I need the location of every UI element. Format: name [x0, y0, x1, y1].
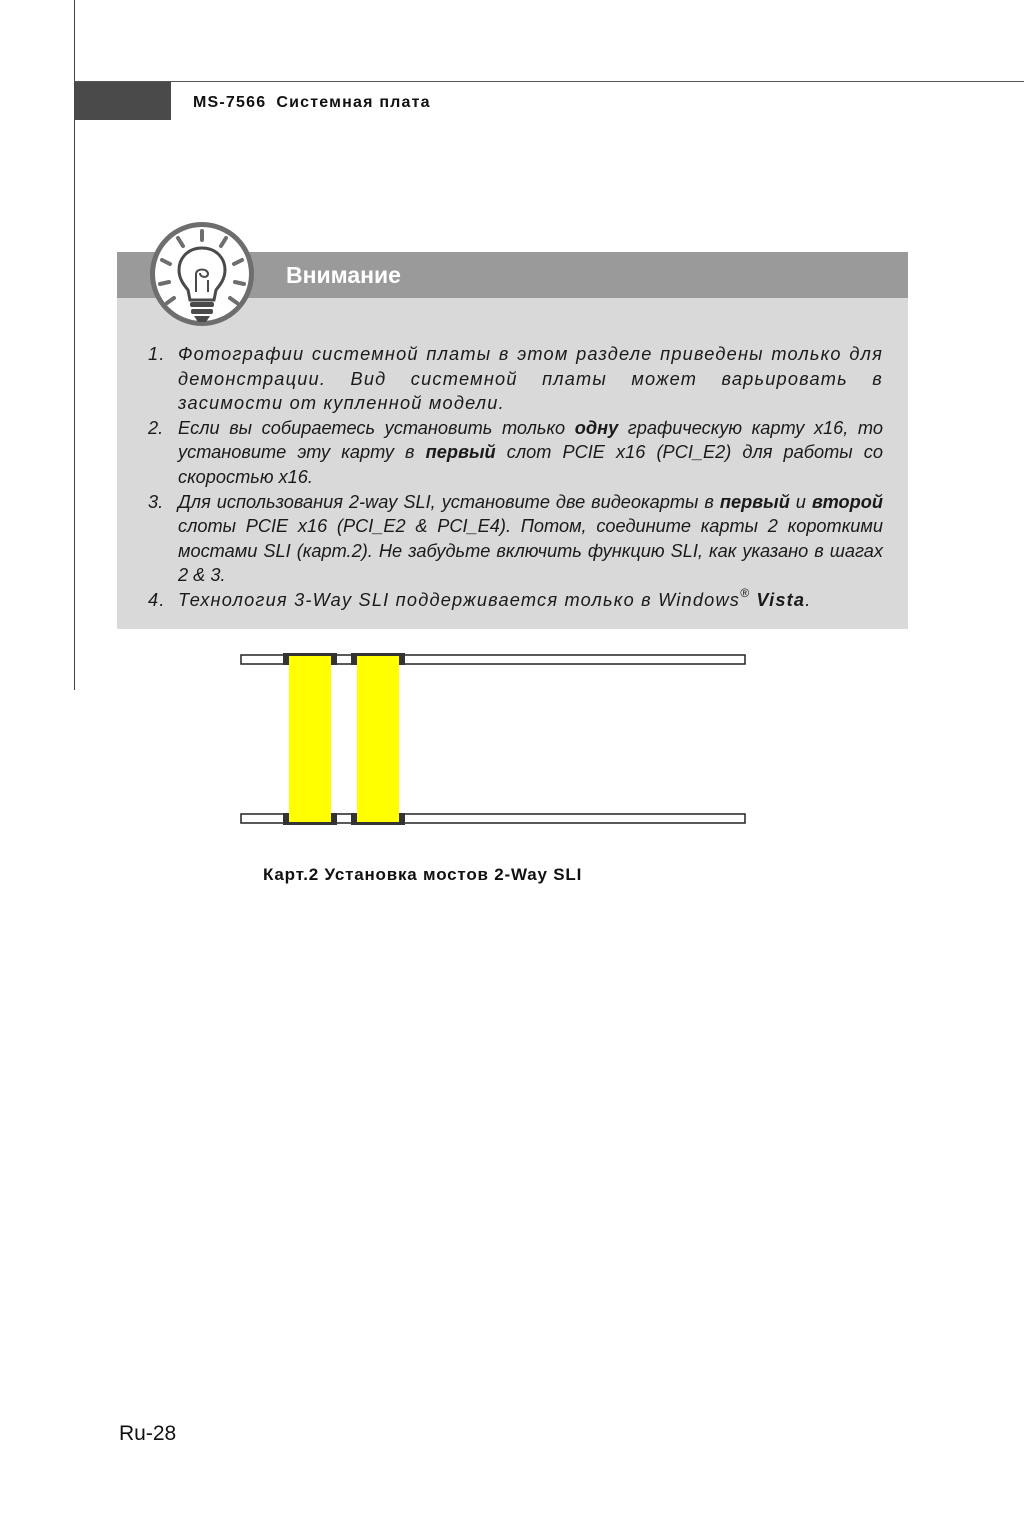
note-item-emphasis: первый — [425, 442, 496, 463]
header-model: MS-7566 — [193, 94, 267, 111]
header-tab-block — [75, 82, 171, 120]
note-heading: Внимание — [286, 262, 401, 288]
running-header — [193, 94, 431, 112]
lightbulb-icon — [148, 218, 256, 328]
page-number: Ru-28 — [119, 1422, 177, 1445]
note-item — [148, 585, 883, 613]
note-item-text: Фотографии системной платы в этом разделе приведены только для демонстрации. Вид системной платы может варьировать в засимости от купленной модели. — [178, 344, 883, 414]
note-item-text: и — [789, 491, 812, 512]
sli-bridge-left — [283, 653, 337, 825]
note-item-number: 4. — [148, 589, 166, 610]
note-item-number: 2. — [148, 417, 164, 438]
sli-bridge-diagram — [238, 652, 748, 828]
note-item-text: Если вы собираетесь установить только — [178, 417, 575, 438]
note-item-text: слоты PCIE x16 (PCI_E2 & PCI_E4). Потом, соедините карты 2 короткими мостами SLI (карт.2). Не забудьте включить функцию SLI, как указано в шагах 2 & 3. — [178, 516, 883, 586]
note-item — [148, 490, 883, 588]
note-item-number: 1. — [148, 344, 166, 364]
header-title: Системная плата — [276, 94, 431, 111]
note-item-text: слот PCIE x16 (PCI_E2) для работы со скоростью x16. — [178, 442, 883, 487]
registered-mark: ® — [740, 585, 751, 600]
note-list — [148, 342, 883, 613]
note-item-text: Для использования 2-way SLI, установите две видеокарты в — [178, 491, 720, 512]
note-item-text: Технология 3-Way SLI поддерживается только в Windows — [178, 589, 741, 610]
note-item-emphasis: первый — [719, 491, 790, 512]
note-item-emphasis: Vista — [756, 589, 806, 610]
note-item — [148, 416, 883, 490]
sli-bridge-right — [351, 653, 405, 825]
note-item-text: . — [805, 589, 812, 610]
note-item — [148, 342, 883, 416]
note-item-emphasis: второй — [811, 491, 883, 512]
note-item-number: 3. — [148, 491, 164, 512]
header-rule — [74, 81, 1024, 82]
figure-caption: Карт.2 Установка мостов 2-Way SLI — [263, 865, 583, 884]
note-item-text: графическую карту x16, то установите эту карту в — [178, 417, 883, 463]
note-item-emphasis: одну — [574, 417, 619, 438]
